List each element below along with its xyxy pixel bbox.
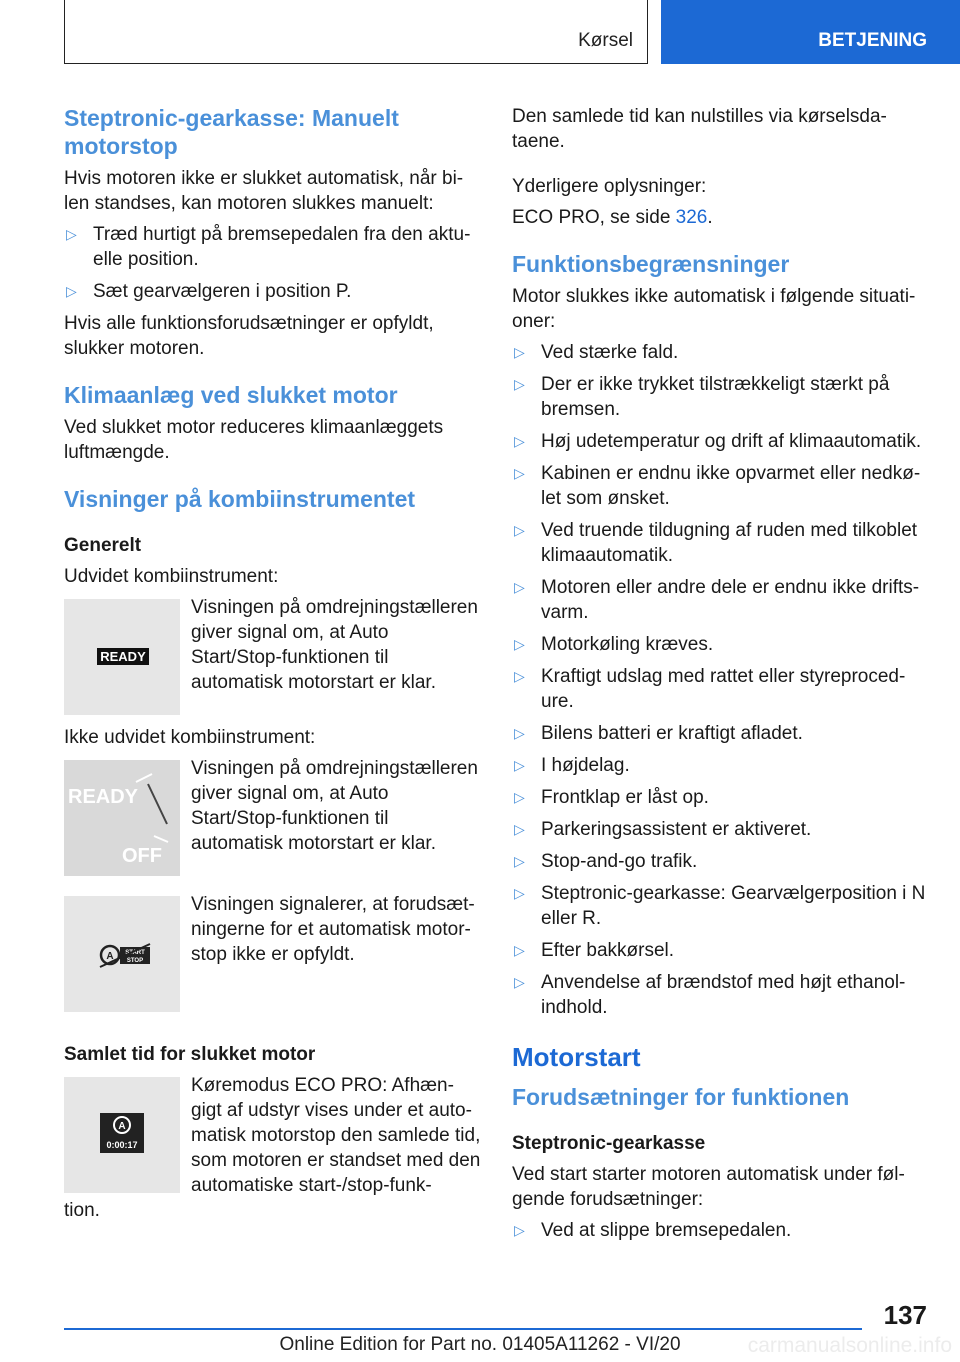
heading-manual-stop: Steptronic-gearkasse: Manuelt motorstop [64, 105, 399, 159]
list-item: ▷ Høj udetemperatur og drift af klimaautomatik. [514, 431, 922, 452]
triangle-bullet-icon: ▷ [66, 283, 77, 299]
footer-edition-text: Online Edition for Part no. 01405A11262 - VI/20 [279, 1334, 681, 1355]
paragraph: Den samlede tid kan nulstilles via kørselsda-taene. [512, 106, 887, 152]
stop-label: STOP [126, 958, 144, 964]
paragraph: Ved slukket motor reduceres klimaanlæggets luftmængde. [64, 417, 444, 463]
list-item: ▷ Kabinen er endnu ikke opvarmet eller nedkø-let som ønsket. [514, 463, 921, 509]
stop-time-display-image [64, 1077, 180, 1193]
paragraph: Yderligere oplysninger: [512, 176, 707, 197]
list-item: ▷ Steptronic-gearkasse: Gearvælgerposition i N eller R. [514, 883, 926, 929]
header-tab[interactable] [661, 0, 960, 64]
triangle-bullet-icon: ▷ [514, 668, 525, 684]
triangle-bullet-icon: ▷ [514, 522, 525, 538]
start-stop-off-icon-image [64, 896, 180, 1012]
header-section-box [64, 0, 648, 64]
figure-row [64, 1073, 482, 1198]
header-tab-label: BETJENING [818, 30, 927, 51]
heading-prerequisites: Forudsætninger for funktionen [512, 1084, 850, 1110]
svg-text:A: A [106, 951, 114, 962]
paragraph-cross-reference: ECO PRO, se side 326. [512, 207, 713, 228]
page-link[interactable]: 326 [675, 207, 708, 228]
heading-displays: Visninger på kombiinstrumentet [64, 486, 416, 512]
list-item: ▷ Der er ikke trykket tilstrækkeligt stærkt på bremsen. [514, 374, 890, 420]
ready-label: READY [100, 649, 146, 664]
triangle-bullet-icon: ▷ [514, 974, 525, 990]
subheading-general: Generelt [64, 535, 142, 556]
header-section-title: Kørsel [578, 30, 633, 51]
list-item: ▷ Motorkøling kræves. [514, 634, 714, 655]
list-item: ▷ Efter bakkørsel. [514, 940, 675, 961]
paragraph-continuation: tion. [64, 1200, 100, 1221]
paragraph: Ved start starter motoren automatisk under føl-gende forudsætninger: [512, 1164, 905, 1210]
heading-climate: Klimaanlæg ved slukket motor [64, 382, 398, 408]
watermark-logo: carmanualsonline.info [747, 1334, 952, 1357]
heading-engine-start: Motorstart [512, 1042, 641, 1072]
subheading-steptronic: Steptronic-gearkasse [512, 1133, 706, 1154]
triangle-bullet-icon: ▷ [514, 636, 525, 652]
limitations-list [512, 340, 932, 1020]
list-item: ▷ Stop-and-go trafik. [514, 851, 698, 872]
gauge-ready-label: READY [68, 786, 139, 808]
list-item: ▷ Bilens batteri er kraftigt afladet. [514, 723, 803, 744]
ready-off-gauge-image [64, 760, 180, 876]
triangle-bullet-icon: ▷ [514, 433, 525, 449]
triangle-bullet-icon: ▷ [514, 1222, 525, 1238]
list-item: ▷ Frontklap er låst op. [514, 787, 709, 808]
triangle-bullet-icon: ▷ [514, 789, 525, 805]
footer-divider [64, 1328, 862, 1330]
triangle-bullet-icon: ▷ [514, 853, 525, 869]
triangle-bullet-icon: ▷ [514, 376, 525, 392]
list-item: ▷ Kraftigt udslag med rattet eller styreproced-ure. [514, 666, 906, 712]
triangle-bullet-icon: ▷ [514, 942, 525, 958]
svg-text:A: A [118, 1121, 126, 1132]
paragraph: Ikke udvidet kombiinstrument: [64, 727, 316, 748]
list-item: ▷ Sæt gearvælgeren i position P. [66, 281, 352, 302]
triangle-bullet-icon: ▷ [514, 757, 525, 773]
subheading-total-time: Samlet tid for slukket motor [64, 1044, 316, 1065]
list-item: ▷ Ved truende tildugning af ruden med tilkoblet klimaautomatik. [514, 520, 918, 566]
paragraph: Udvidet kombiinstrument: [64, 566, 279, 587]
figure-caption: Visningen signalerer, at forudsæt-ningerne for et automatisk motor-stop ikke er opfyldt. [191, 894, 475, 965]
figure-row [64, 595, 482, 711]
figure-caption: Visningen på omdrejningstælleren giver signal om, at Auto Start/Stop-funktionen til automatisk motorstart er klar. [191, 597, 478, 693]
triangle-bullet-icon: ▷ [514, 344, 525, 360]
figure-caption: Køremodus ECO PRO: Afhæn-gigt af udstyr vises under et auto-matisk motorstop den samlede tid, som motoren er standset med den automatiske start-/stop-funk- [191, 1075, 481, 1196]
list-item: ▷ Parkeringsassistent er aktiveret. [514, 819, 812, 840]
list-item: ▷ Anvendelse af brændstof med højt ethanol-indhold. [514, 972, 906, 1018]
figure-row [64, 892, 482, 1008]
ready-indicator-image [64, 599, 180, 715]
figure-row [64, 756, 482, 872]
paragraph: Hvis alle funktionsforudsætninger er opfyldt, slukker motoren. [64, 313, 434, 359]
triangle-bullet-icon: ▷ [514, 821, 525, 837]
list-item: ▷ Ved stærke fald. [514, 342, 679, 363]
gauge-off-label: OFF [122, 845, 162, 867]
list-item: ▷ Motoren eller andre dele er endnu ikke drifts-varm. [514, 577, 920, 623]
paragraph: Hvis motoren ikke er slukket automatisk, når bi-len standses, kan motoren slukkes manuelt: [64, 168, 464, 214]
figure-caption: Visningen på omdrejningstælleren giver signal om, at Auto Start/Stop-funktionen til automatisk motorstart er klar. [191, 758, 478, 854]
paragraph: Motor slukkes ikke automatisk i følgende situati-oner: [512, 286, 916, 332]
list-item: ▷ I højdelag. [514, 755, 630, 776]
left-column [64, 104, 482, 1229]
start-label: START [125, 950, 145, 956]
triangle-bullet-icon: ▷ [514, 465, 525, 481]
triangle-bullet-icon: ▷ [514, 725, 525, 741]
triangle-bullet-icon: ▷ [66, 226, 77, 242]
stop-time-value: 0:00:17 [106, 1140, 138, 1150]
triangle-bullet-icon: ▷ [514, 579, 525, 595]
page-number: 137 [883, 1300, 927, 1330]
list-item: ▷ Ved at slippe bremsepedalen. [514, 1220, 792, 1241]
right-column [512, 104, 932, 1250]
heading-limitations: Funktionsbegrænsninger [512, 251, 790, 277]
triangle-bullet-icon: ▷ [514, 885, 525, 901]
list-item: ▷ Træd hurtigt på bremsepedalen fra den aktu-elle position. [66, 224, 471, 270]
